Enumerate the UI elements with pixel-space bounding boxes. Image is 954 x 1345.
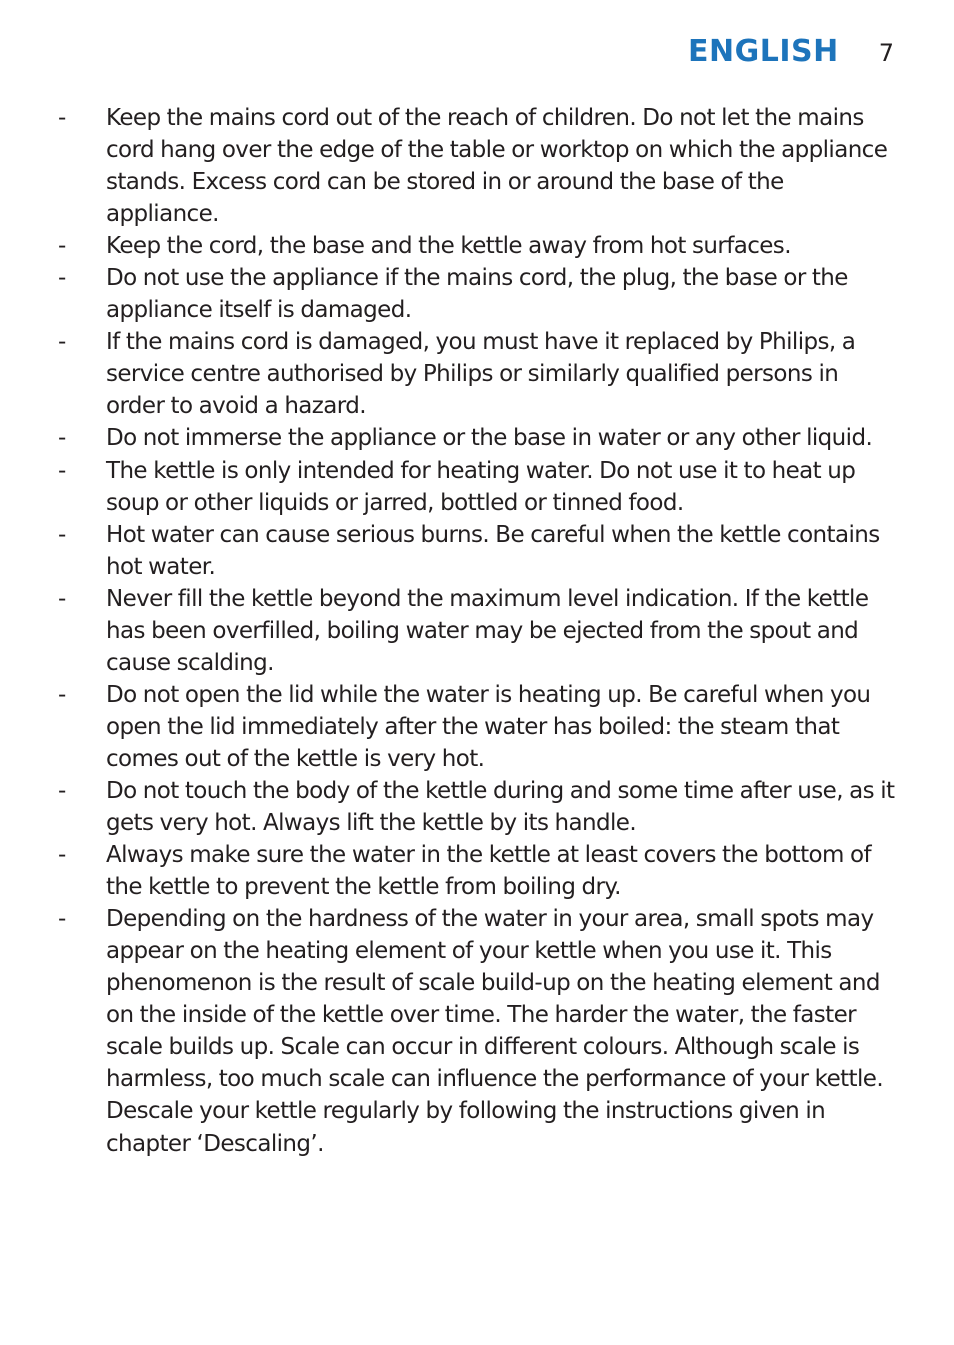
bullet-dash: - xyxy=(58,681,66,708)
list-item-text: Keep the cord, the base and the kettle away from hot surfaces. xyxy=(106,233,791,260)
list-item xyxy=(56,839,898,903)
list-item-text: Do not use the appliance if the mains cord, the plug, the base or the appliance itself is damaged. xyxy=(106,265,848,324)
list-item xyxy=(56,262,898,326)
list-item-text: Do not touch the body of the kettle during and some time after use, as it gets very hot. Always lift the kettle by its handle. xyxy=(106,777,895,837)
list-item xyxy=(56,679,898,775)
bullet-dash: - xyxy=(58,457,66,484)
page-number: 7 xyxy=(878,39,894,67)
list-item-text: Depending on the hardness of the water in your area, small spots may appear on the heating element of your kettle when you use it. This phenomenon is the result of scale build-up on the heating element and on the inside of the kettle over time. The harder the water, the faster scale builds up. Scale can occur in different colours. Although scale is harmless, too much scale can influence the performance of your kettle. Descale your kettle regularly by following the instructions given in chapter ‘Descaling’. xyxy=(106,906,884,1157)
list-item-text: If the mains cord is damaged, you must have it replaced by Philips, a service centre authorised by Philips or similarly qualified persons in order to avoid a hazard. xyxy=(106,329,856,420)
bullet-dash: - xyxy=(58,329,66,356)
language-label: ENGLISH xyxy=(688,34,839,69)
list-item-text: Keep the mains cord out of the reach of children. Do not let the mains cord hang over the edge of the table or worktop on which the appliance stands. Excess cord can be stored in or around the base of the appliance. xyxy=(106,105,888,228)
bullet-dash: - xyxy=(58,265,66,292)
bullet-dash: - xyxy=(58,521,66,548)
list-item xyxy=(56,519,898,583)
bullet-dash: - xyxy=(58,425,66,452)
list-item xyxy=(56,903,898,1159)
list-item xyxy=(56,583,898,679)
safety-warnings-list xyxy=(56,102,898,1160)
list-item xyxy=(56,230,898,262)
list-item-text: Do not immerse the appliance or the base in water or any other liquid. xyxy=(106,425,873,452)
list-item xyxy=(56,326,898,422)
list-item xyxy=(56,102,898,230)
bullet-dash: - xyxy=(58,585,66,612)
bullet-dash: - xyxy=(58,105,66,131)
list-item xyxy=(56,422,898,454)
list-item-text: The kettle is only intended for heating water. Do not use it to heat up soup or other liquids or jarred, bottled or tinned food. xyxy=(106,457,856,516)
bullet-dash: - xyxy=(58,777,66,804)
page-header xyxy=(688,34,894,69)
bullet-dash: - xyxy=(58,906,66,933)
list-item-text: Always make sure the water in the kettle at least covers the bottom of the kettle to prevent the kettle from boiling dry. xyxy=(106,842,871,901)
list-item xyxy=(56,775,898,839)
list-item-text: Do not open the lid while the water is heating up. Be careful when you open the lid immediately after the water has boiled: the steam that comes out of the kettle is very hot. xyxy=(106,681,871,772)
list-item xyxy=(56,455,898,519)
list-item-text: Hot water can cause serious burns. Be careful when the kettle contains hot water. xyxy=(106,521,880,580)
bullet-dash: - xyxy=(58,233,66,260)
bullet-dash: - xyxy=(58,842,66,869)
list-item-text: Never fill the kettle beyond the maximum level indication. If the kettle has been overfilled, boiling water may be ejected from the spout and cause scalding. xyxy=(106,585,869,676)
